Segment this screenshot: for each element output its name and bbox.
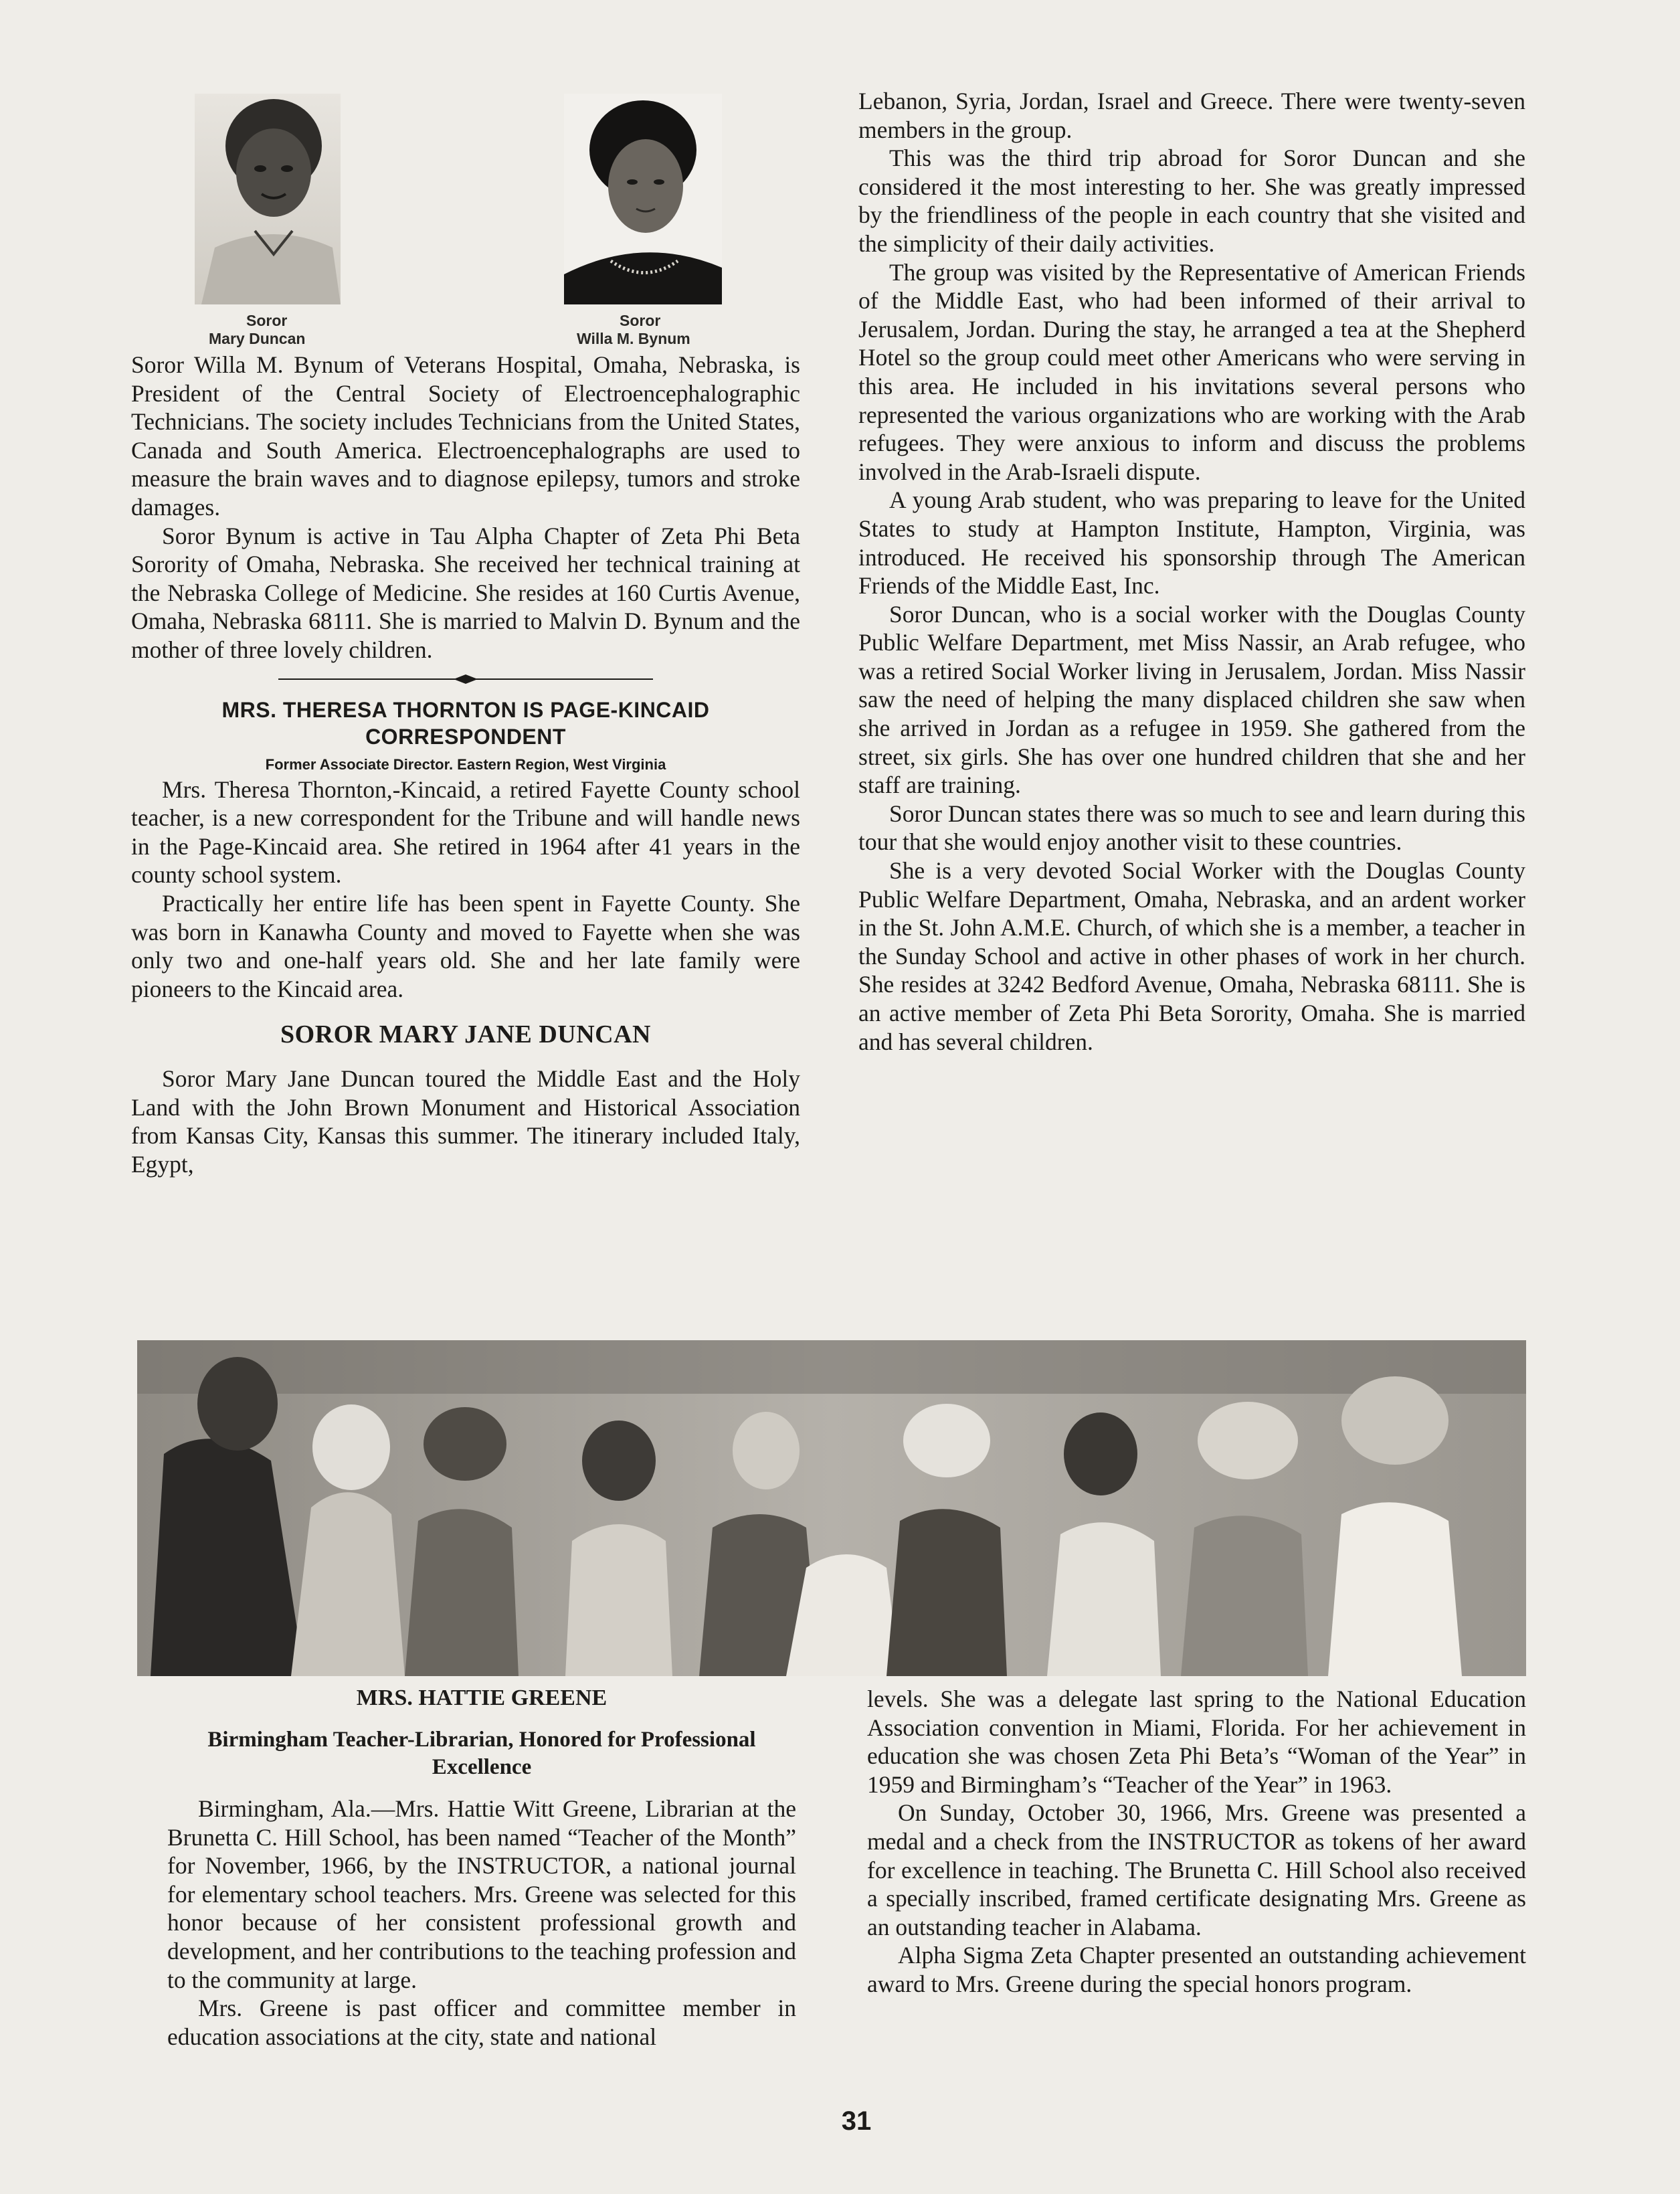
paragraph: Practically her entire life has been spent in Fayette County. She was born in Kanawha County and moved to Fayette when she was only two and one-half years old. She and her late family were pioneers to the Kincaid area. [131, 889, 800, 1002]
portrait-row [131, 94, 800, 355]
paragraph-continued: Lebanon, Syria, Jordan, Israel and Greece. There were twenty-seven members in the group. [858, 88, 1525, 143]
paragraph: On Sunday, October 30, 1966, Mrs. Greene was presented a medal and a check from the INSTRUCTOR as tokens of her award for excellence in teaching. The Brunetta C. Hill School also received a specially inscribed, framed certificate designating Mrs. Greene as an outstanding teacher in Alabama. [867, 1799, 1526, 1940]
paragraph: Mrs. Theresa Thornton,-Kincaid, a retired Fayette County school teacher, is a new correspondent for the Tribune and will handle news in the Page-Kincaid area. She retired in 1964 after 41 years in the county school system. [131, 775, 800, 889]
left-column-bottom [167, 1685, 796, 2051]
page-number: 31 [841, 2106, 872, 2136]
right-column-top [858, 87, 1525, 1056]
bynum-article [131, 351, 800, 664]
article-subheading: Birmingham Teacher-Librarian, Honored for Professional Excellence [207, 1728, 756, 1779]
paragraph: She is a very devoted Social Worker with the Douglas County Public Welfare Department, Omaha, Nebraska, and an ardent worker in the St. John A.M.E. Church, of which she is a member, a teacher in the Sunday School and active in other phases of work in her church. She resides at 3242 Bedford Avenue, Omaha, Nebraska 68111. She is an active member of Zeta Phi Beta Sorority, Omaha. She is married and has several children. [858, 857, 1525, 1055]
thornton-article [131, 697, 800, 1004]
article-heading: MRS. THERESA THORNTON IS PAGE-KINCAID CORRESPONDENT [221, 697, 710, 749]
paragraph: Mrs. Greene is past officer and committee member in education associations at the city, state and national [167, 1995, 796, 2050]
duncan-article-start [131, 1019, 800, 1178]
paragraph: The group was visited by the Representative of American Friends of the Middle East, who had been informed of their arrival to Jerusalem, Jordan. During the stay, he arranged a tea at the Shepherd Hotel so the group could meet other Americans who were serving in this area. He included in his invitations several persons who represented the various organizations who are working with the Arab refugees. They were anxious to inform and discuss the problems involved in the Arab-Israeli dispute. [858, 258, 1525, 485]
paragraph: Soror Bynum is active in Tau Alpha Chapter of Zeta Phi Beta Sorority of Omaha, Nebraska. She received her technical training at the Nebraska College of Medicine. She resides at 160 Curtis Avenue, Omaha, Nebraska 68111. She is married to Malvin D. Bynum and the mother of three lovely children. [131, 522, 800, 663]
photo-caption-line2: Mary Duncan [209, 330, 306, 347]
portrait-mary-duncan [195, 94, 341, 304]
paragraph: Birmingham, Ala.—Mrs. Hattie Witt Greene, Librarian at the Brunetta C. Hill School, has been named “Teacher of the Month” for November, 1966, by the INSTRUCTOR, a national journal for elementary school teachers. Mrs. Greene was selected for this honor because of her consistent professional growth and development, and her contributions to the teaching profession and to the community at large. [167, 1795, 796, 1993]
article-subheading: Former Associate Director. Eastern Region, West Virginia [265, 755, 666, 773]
photo-caption-line1: Soror [246, 312, 288, 329]
paragraph: This was the third trip abroad for Soror Duncan and she considered it the most interesting to her. She was greatly impressed by the friendliness of the people in each country that she visited and the simplicity of their daily activities. [858, 145, 1525, 257]
paragraph: Soror Willa M. Bynum of Veterans Hospital, Omaha, Nebraska, is President of the Central Society of Electroencephalographic Technicians. The society includes Technicians from the United States, Canada and South America. Electroencephalographs are used to measure the brain waves and to diagnose epilepsy, tumors and stroke damages. [131, 351, 800, 521]
article-heading: MRS. HATTIE GREENE [356, 1685, 608, 1710]
photo-caption-line1: Soror [620, 312, 661, 329]
section-divider [131, 667, 800, 690]
paragraph-continued: levels. She was a delegate last spring to the National Education Association convention in Miami, Florida. For her achievement in education she was chosen Zeta Phi Beta’s “Woman of the Year” in 1959 and Birmingham’s “Teacher of the Year” in 1963. [867, 1685, 1526, 1798]
right-column-bottom [867, 1685, 1526, 1999]
photo-caption-line2: Willa M. Bynum [577, 330, 690, 347]
paragraph: Alpha Sigma Zeta Chapter presented an outstanding achievement award to Mrs. Greene during the special honors program. [867, 1942, 1526, 1997]
paragraph: A young Arab student, who was preparing to leave for the United States to study at Hampton Institute, Hampton, Virginia, was introduced. He received his sponsorship through The American Friends of the Middle East, Inc. [858, 486, 1525, 600]
left-column-top [131, 94, 800, 1179]
paragraph: Soror Mary Jane Duncan toured the Middle East and the Holy Land with the John Brown Monument and Historical Association from Kansas City, Kansas this summer. The itinerary included Italy, Egypt, [131, 1065, 800, 1178]
paragraph: Soror Duncan, who is a social worker with the Douglas County Public Welfare Department, met Miss Nassir, an Arab refugee, who was a retired Social Worker living in Jerusalem, Jordan. Miss Nassir saw the need of helping the many displaced children she saw when she arrived in Jordan as a refugee in 1959. She gathered from the street, six girls. She has over one hundred children that she and her staff are training. [858, 600, 1525, 799]
portrait-willa-bynum [564, 94, 722, 304]
article-heading: SOROR MARY JANE DUNCAN [280, 1020, 651, 1049]
paragraph: Soror Duncan states there was so much to see and learn during this tour that she would enjoy another visit to these countries. [858, 800, 1525, 856]
group-photo [137, 1340, 1526, 1676]
